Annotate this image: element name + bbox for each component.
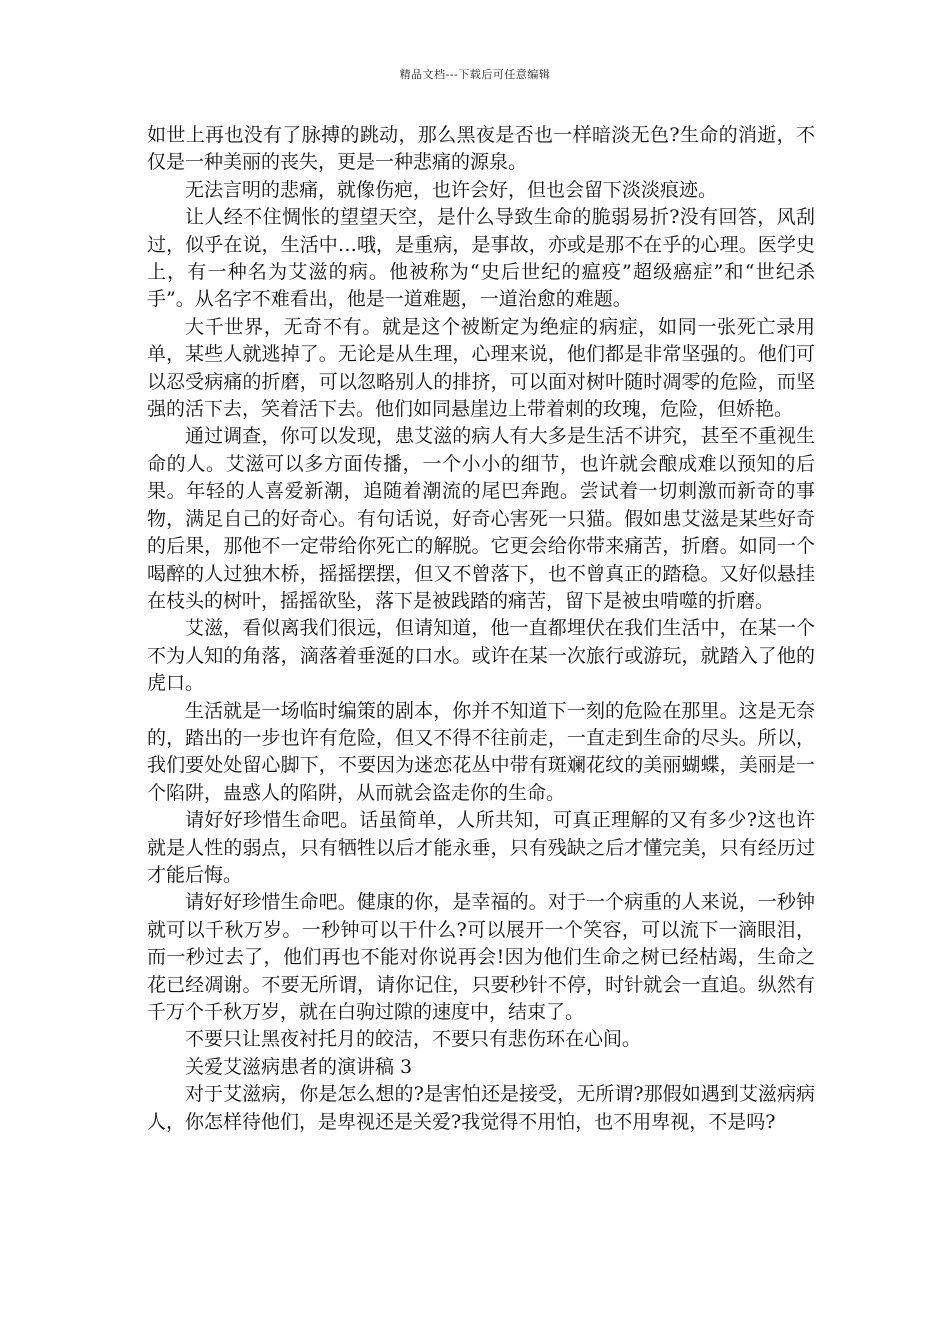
- paragraph: 请好好珍惜生命吧。健康的你，是幸福的。对于一个病重的人来说，一秒钟就可以千秋万岁。一秒钟可以干什么?可以展开一个笑容，可以流下一滴眼泪，而一秒过去了，他们再也不能对你说再会!因为他们生命之树已经枯竭，生命之花已经凋谢。不要无所谓，请你记住，只要秒针不停，时针就会一直追。纵然有千万个千秋万岁，就在白驹过隙的速度中，结束了。: [147, 891, 815, 1023]
- paragraph: 如世上再也没有了脉搏的跳动，那么黑夜是否也一样暗淡无色?生命的消逝，不仅是一种美丽的丧失，更是一种悲痛的源泉。: [147, 124, 815, 174]
- paragraph: 请好好珍惜生命吧。话虽简单，人所共知，可真正理解的又有多少?这也许就是人性的弱点，只有牺牲以后才能永垂，只有残缺之后才懂完美，只有经历过才能后悔。: [147, 809, 815, 886]
- paragraph: 艾滋，看似离我们很远，但请知道，他一直都埋伏在我们生活中，在某一个不为人知的角落，滴落着垂涎的口水。或许在某一次旅行或游玩，就踏入了他的虎口。: [147, 617, 815, 695]
- paragraph: 通过调查，你可以发现，患艾滋的病人有大多是生活不讲究，甚至不重视生命的人。艾滋可以多方面传播，一个小小的细节，也许就会酿成难以预知的后果。年轻的人喜爱新潮，追随着潮流的尾巴奔跑。尝试着一切刺激而新奇的事物，满足自己的好奇心。有句话说，好奇心害死一只猫。假如患艾滋是某些好奇的后果，那他不一定带给你死亡的解脱。它更会给你带来痛苦，折磨。如同一个喝醉的人过独木桥，摇摇摆摆，但又不曾落下，也不曾真正的踏稳。又好似悬挂在枝头的树叶，摇摇欲坠，落下是被践踏的痛苦，留下是被虫啃噬的折磨。: [147, 425, 815, 612]
- section-heading: 关爱艾滋病患者的演讲稿 3: [185, 1055, 413, 1078]
- paragraph: 生活就是一场临时编策的剧本，你并不知道下一刻的危险在那里。这是无奈的，踏出的一步也许有危险，但又不得不往前走，一直走到生命的尽头。所以，我们要处处留心脚下，不要因为迷恋花丛中带有斑斓花纹的美丽蝴蝶，美丽是一个陷阱，蛊惑人的陷阱，从而就会盗走你的生命。: [147, 699, 815, 804]
- paragraph: 对于艾滋病，你是怎么想的?是害怕还是接受，无所谓?那假如遇到艾滋病病人，你怎样待他们，是卑视还是关爱?我觉得不用怕，也不用卑视，不是吗?: [147, 1083, 815, 1133]
- document-body: [147, 122, 815, 1136]
- paragraph: 不要只让黑夜衬托月的皎洁，不要只有悲伤环在心间。: [185, 1028, 642, 1051]
- paragraph: 无法言明的悲痛，就像伤疤，也许会好，但也会留下淡淡痕迹。: [185, 178, 718, 201]
- paragraph: 大千世界，无奇不有。就是这个被断定为绝症的病症，如同一张死亡录用单，某些人就逃掉了。无论是从生理，心理来说，他们都是非常坚强的。他们可以忍受病痛的折磨，可以忽略别人的排挤，可以面对树叶随时凋零的危险，而坚强的活下去，笑着活下去。他们如同悬崖边上带着刺的玫瑰，危险，但娇艳。: [147, 315, 815, 421]
- paragraph: 让人经不住惆怅的望望天空，是什么导致生命的脆弱易折?没有回答，风刮过，似乎在说，生活中…哦，是重病，是事故，亦或是那不在乎的心理。医学史上，有一种名为艾滋的病。他被称为“史后世纪的瘟疫”超级癌症”和“世纪杀手”。从名字不难看出，他是一道难题，一道治愈的难题。: [147, 206, 815, 311]
- page-header: 精品文档---下载后可任意编辑: [399, 68, 551, 81]
